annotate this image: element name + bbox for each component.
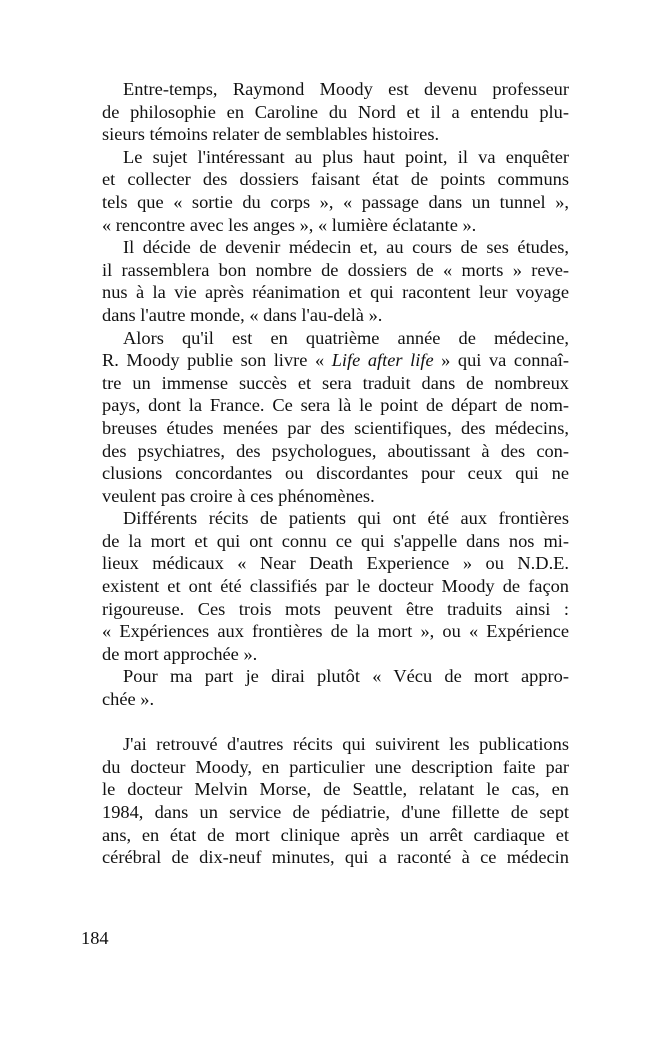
text-line: Le sujet l'intéressant au plus haut point, il va enquêter xyxy=(123,146,569,167)
text-line: « rencontre avec les anges », « lumière éclatante ». xyxy=(102,214,477,235)
text-line: tels que « sortie du corps », « passage dans un tunnel », xyxy=(102,191,569,212)
text-line: des psychiatres, des psychologues, aboutissant à des con- xyxy=(102,440,569,461)
paragraph-2 xyxy=(81,146,569,236)
text-line: pays, dont la France. Ce sera là le point de départ de nom- xyxy=(102,395,569,416)
text-line: veulent pas croire à ces phénomènes. xyxy=(102,485,375,506)
page-body xyxy=(81,78,569,869)
text-line: cérébral de dix-neuf minutes, qui a raconté à ce médecin xyxy=(102,847,569,868)
paragraph-3 xyxy=(81,236,569,326)
text-line: sieurs témoins relater de semblables histoires. xyxy=(102,124,440,145)
text-line: J'ai retrouvé d'autres récits qui suivirent les publications xyxy=(123,734,569,755)
text-line: Pour ma part je dirai plutôt « Vécu de mort appro- xyxy=(123,666,569,687)
text-line: ans, en état de mort clinique après un arrêt cardiaque et xyxy=(102,824,569,845)
text-line: rigoureuse. Ces trois mots peuvent être traduits ainsi : xyxy=(102,598,569,619)
text-line: du docteur Moody, en particulier une description faite par xyxy=(102,756,569,777)
text-line: et collecter des dossiers faisant état de points communs xyxy=(102,169,569,190)
text-line: Il décide de devenir médecin et, au cours de ses études, xyxy=(123,237,569,258)
text-line: Alors qu'il est en quatrième année de médecine, xyxy=(123,327,569,348)
paragraph-1 xyxy=(81,78,569,146)
section-break xyxy=(81,711,569,734)
text-line: le docteur Melvin Morse, de Seattle, relatant le cas, en xyxy=(102,779,569,800)
paragraph-7 xyxy=(81,733,569,869)
text-line: 1984, dans un service de pédiatrie, d'une fillette de sept xyxy=(102,802,569,822)
text-line: tre un immense succès et sera traduit dans de nombreux xyxy=(102,372,569,393)
page-number: 184 xyxy=(81,928,109,948)
text-line: Entre-temps, Raymond Moody est devenu professeur xyxy=(123,79,569,99)
text-line: existent et ont été classifiés par le docteur Moody de façon xyxy=(102,576,569,597)
text-line: nus à la vie après réanimation et qui racontent leur voyage xyxy=(102,282,569,303)
text-line: clusions concordantes ou discordantes pour ceux qui ne xyxy=(102,463,569,484)
paragraph-4 xyxy=(81,327,569,508)
text-line: breuses études menées par des scientifiques, des médecins, xyxy=(102,417,569,438)
text-line: de la mort et qui ont connu ce qui s'appelle dans nos mi- xyxy=(102,530,569,551)
text-line: de philosophie en Caroline du Nord et il a entendu plu- xyxy=(102,101,569,122)
text-line: lieux médicaux « Near Death Experience » ou N.D.E. xyxy=(102,553,569,574)
text-line: chée ». xyxy=(102,689,155,710)
text-fragment: R. Moody publie son livre « xyxy=(102,350,332,371)
text-line: il rassemblera bon nombre de dossiers de « morts » reve- xyxy=(102,259,569,280)
book-title: Life after life xyxy=(331,350,434,371)
text-fragment: » qui va connaî- xyxy=(433,350,570,371)
paragraph-6 xyxy=(81,665,569,710)
text-line-with-book-title xyxy=(81,349,569,372)
text-line: « Expériences aux frontières de la mort », ou « Expérience xyxy=(102,621,569,642)
text-line: Différents récits de patients qui ont été aux frontières xyxy=(123,508,569,529)
text-line: de mort approchée ». xyxy=(102,643,258,664)
paragraph-5 xyxy=(81,507,569,665)
text-line: dans l'autre monde, « dans l'au-delà ». xyxy=(102,304,383,325)
